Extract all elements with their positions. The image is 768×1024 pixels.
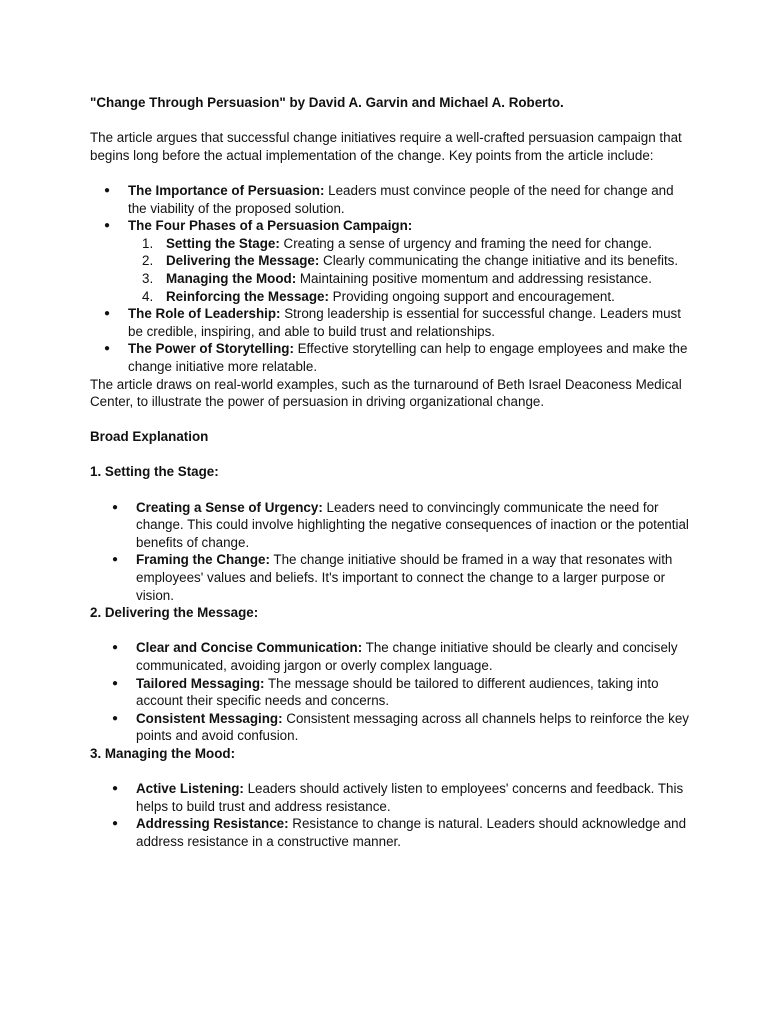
phase-item: 4. Reinforcing the Message: Providing ongoing support and encouragement. bbox=[142, 288, 615, 304]
list-item: ● Clear and Concise Communication: The change initiative should be clearly and concisely communicated, avoiding jargon or overly complex language. bbox=[90, 639, 690, 674]
list-item: ● The Importance of Persuasion: Leaders must convince people of the need for change and the viability of the proposed solution. bbox=[90, 182, 690, 217]
setting-the-stage-list bbox=[90, 499, 690, 605]
section-heading-setting-the-stage: 1. Setting the Stage: bbox=[90, 464, 219, 480]
managing-the-mood-list bbox=[90, 780, 690, 850]
list-item: ● Addressing Resistance: Resistance to change is natural. Leaders should acknowledge and address resistance in a constructive manner. bbox=[90, 815, 690, 850]
section-heading-managing-the-mood: 3. Managing the Mood: bbox=[90, 745, 236, 761]
delivering-the-message-list bbox=[90, 639, 690, 745]
broad-explanation-heading: Broad Explanation bbox=[90, 429, 209, 445]
intro-paragraph: The article argues that successful change initiatives require a well-crafted persuasion campaign that begins long before the actual implementation of the change. Key points from the article include: bbox=[90, 130, 682, 163]
list-item: ● Framing the Change: The change initiative should be framed in a way that resonates with employees' values and beliefs. It's important to connect the change to a larger purpose or vision. bbox=[90, 551, 690, 604]
list-item: ● The Power of Storytelling: Effective storytelling can help to engage employees and make the change initiative more relatable. bbox=[90, 340, 690, 375]
phases-list bbox=[128, 235, 690, 305]
phase-item: 1. Setting the Stage: Creating a sense of urgency and framing the need for change. bbox=[142, 235, 653, 251]
list-item: ● Active Listening: Leaders should actively listen to employees' concerns and feedback. This helps to build trust and address resistance. bbox=[90, 780, 690, 815]
list-item: ● The Four Phases of a Persuasion Campaign: 1. Setting the Stage: Creating a sense of urgency and framing the need for change. 2. Delivering the Message: Clearly communicating the change initiative and its benefits. 3. Managing the Mood: Maintaining positive momentum and addressing resistance. 4. Reinforcing the Message: Providing ongoing support and encouragement. bbox=[90, 217, 690, 305]
summary-paragraph: The article draws on real-world examples, such as the turnaround of Beth Israel Deaconess Medical Center, to illustrate the power of persuasion in driving organizational change. bbox=[90, 376, 682, 410]
list-item: ● Tailored Messaging: The message should be tailored to different audiences, taking into account their specific needs and concerns. bbox=[90, 675, 690, 710]
list-item: ● The Role of Leadership: Strong leadership is essential for successful change. Leaders must be credible, inspiring, and able to build trust and relationships. bbox=[90, 305, 690, 340]
list-item: ● Consistent Messaging: Consistent messaging across all channels helps to reinforce the key points and avoid confusion. bbox=[90, 710, 690, 745]
document-title: "Change Through Persuasion" by David A. Garvin and Michael A. Roberto. bbox=[90, 95, 564, 110]
section-heading-delivering-the-message: 2. Delivering the Message: bbox=[90, 605, 259, 621]
phase-item: 3. Managing the Mood: Maintaining positive momentum and addressing resistance. bbox=[142, 270, 652, 286]
key-points-list bbox=[90, 182, 690, 376]
list-item: ● Creating a Sense of Urgency: Leaders need to convincingly communicate the need for change. This could involve highlighting the negative consequences of inaction or the potential benefits of change. bbox=[90, 499, 690, 552]
phase-item: 2. Delivering the Message: Clearly communicating the change initiative and its benefits. bbox=[142, 253, 679, 269]
document-body bbox=[90, 94, 690, 851]
